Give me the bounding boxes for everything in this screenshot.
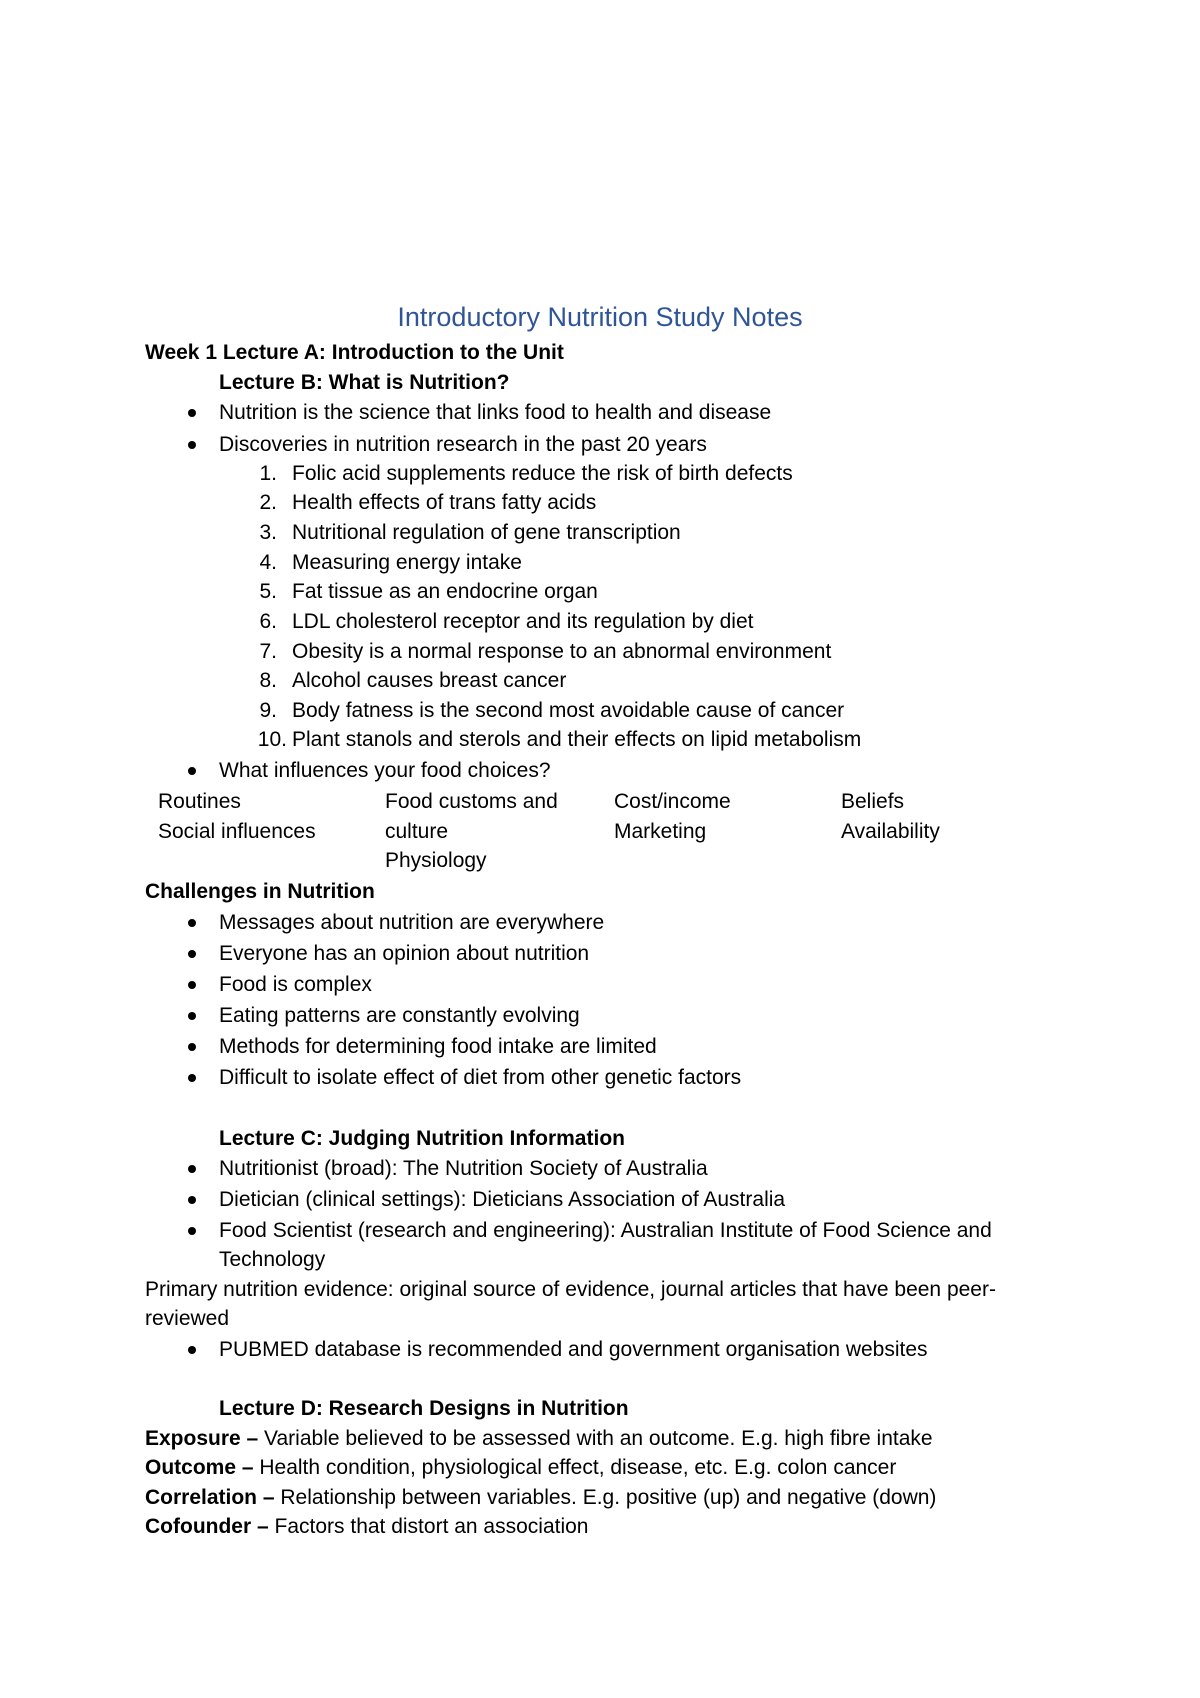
bullet-item: Eating patterns are constantly evolving [219, 1004, 580, 1027]
list-number: 4. [259, 551, 277, 574]
bullet-item: Food is complex [219, 973, 372, 996]
challenges-heading: Challenges in Nutrition [145, 880, 375, 903]
bullet-dot [188, 1074, 196, 1082]
bullet-dot [188, 950, 196, 958]
bullet-item: Nutrition is the science that links food to health and disease [219, 401, 772, 424]
influence-cell: Social influences [158, 820, 316, 843]
list-number: 6. [259, 610, 277, 633]
bullet-item-continued: Technology [219, 1248, 326, 1271]
week1-lecture-a: Week 1 Lecture A: Introduction to the Unit [145, 341, 564, 364]
list-number: 2. [259, 491, 277, 514]
influence-cell: Beliefs [841, 790, 905, 813]
bullet-item: PUBMED database is recommended and government organisation websites [219, 1338, 928, 1361]
list-number: 5. [259, 580, 277, 603]
bullet-dot [188, 981, 196, 989]
lecture-d-heading: Lecture D: Research Designs in Nutrition [219, 1397, 629, 1420]
definition-term: Cofounder – [145, 1515, 269, 1538]
influence-cell: Marketing [614, 820, 707, 843]
list-item: Nutritional regulation of gene transcription [292, 521, 681, 544]
list-item: Alcohol causes breast cancer [292, 669, 567, 692]
list-item: Body fatness is the second most avoidable cause of cancer [292, 699, 845, 722]
bullet-dot [188, 1012, 196, 1020]
definition-outcome [145, 1455, 896, 1481]
influence-cell: culture [385, 820, 449, 843]
list-number: 10. [257, 728, 287, 751]
list-item: Health effects of trans fatty acids [292, 491, 597, 514]
bullet-dot [188, 1346, 196, 1354]
list-item: Plant stanols and sterols and their effects on lipid metabolism [292, 728, 862, 751]
definition-exposure [145, 1426, 933, 1452]
influence-cell: Physiology [385, 849, 487, 872]
lecture-b-heading: Lecture B: What is Nutrition? [219, 371, 510, 394]
list-number: 3. [259, 521, 277, 544]
definition-correlation [145, 1485, 936, 1511]
definition-term: Correlation – [145, 1486, 275, 1509]
definition-text: Variable believed to be assessed with an outcome. E.g. high fibre intake [258, 1427, 933, 1450]
influence-cell: Availability [841, 820, 940, 843]
definition-text: Relationship between variables. E.g. positive (up) and negative (down) [274, 1486, 937, 1509]
influence-cell: Food customs and [385, 790, 558, 813]
bullet-dot [188, 1043, 196, 1051]
definition-cofounder [145, 1514, 589, 1540]
list-number: 1. [259, 462, 277, 485]
list-item: Obesity is a normal response to an abnormal environment [292, 640, 832, 663]
bullet-item: Messages about nutrition are everywhere [219, 911, 605, 934]
bullet-item: What influences your food choices? [219, 759, 551, 782]
list-number: 8. [259, 669, 277, 692]
bullet-dot [188, 441, 196, 449]
influence-cell: Cost/income [614, 790, 731, 813]
bullet-dot [188, 919, 196, 927]
bullet-item: Difficult to isolate effect of diet from other genetic factors [219, 1066, 742, 1089]
lecture-c-heading: Lecture C: Judging Nutrition Information [219, 1127, 625, 1150]
bullet-item: Methods for determining food intake are limited [219, 1035, 657, 1058]
bullet-item: Everyone has an opinion about nutrition [219, 942, 590, 965]
bullet-item: Food Scientist (research and engineering): Australian Institute of Food Science and [219, 1219, 992, 1242]
primary-evidence-text-continued: reviewed [145, 1307, 230, 1330]
bullet-dot [188, 1165, 196, 1173]
list-number: 7. [259, 640, 277, 663]
bullet-dot [188, 409, 196, 417]
bullet-dot [188, 1227, 196, 1235]
definition-term: Outcome – [145, 1456, 254, 1479]
definition-text: Health condition, physiological effect, disease, etc. E.g. colon cancer [253, 1456, 897, 1479]
primary-evidence-text: Primary nutrition evidence: original source of evidence, journal articles that have been peer- [145, 1278, 996, 1301]
list-number: 9. [259, 699, 277, 722]
list-item: LDL cholesterol receptor and its regulation by diet [292, 610, 754, 633]
definition-term: Exposure – [145, 1427, 259, 1450]
list-item: Folic acid supplements reduce the risk of birth defects [292, 462, 793, 485]
definition-text: Factors that distort an association [268, 1515, 589, 1538]
influence-cell: Routines [158, 790, 241, 813]
bullet-dot [188, 767, 196, 775]
bullet-item: Nutritionist (broad): The Nutrition Society of Australia [219, 1157, 708, 1180]
bullet-dot [188, 1196, 196, 1204]
bullet-item: Discoveries in nutrition research in the past 20 years [219, 433, 707, 456]
page-title: Introductory Nutrition Study Notes [397, 302, 803, 332]
list-item: Measuring energy intake [292, 551, 522, 574]
bullet-item: Dietician (clinical settings): Dieticians Association of Australia [219, 1188, 786, 1211]
list-item: Fat tissue as an endocrine organ [292, 580, 598, 603]
